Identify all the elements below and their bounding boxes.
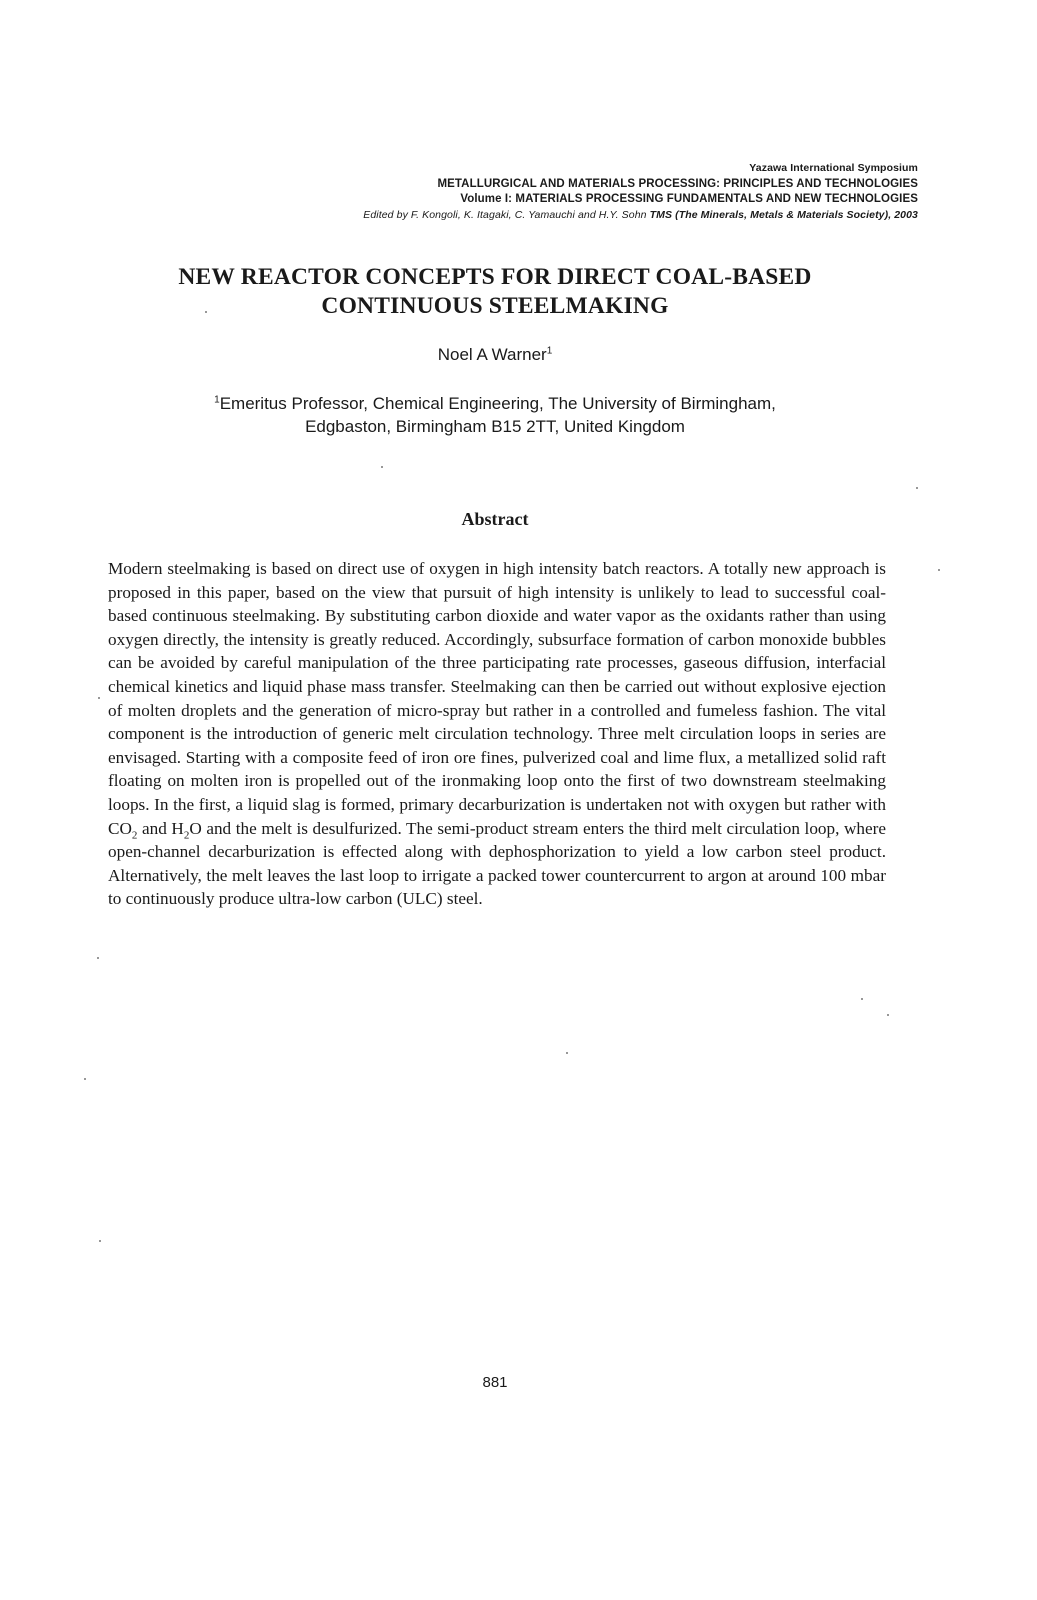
title-line-1: NEW REACTOR CONCEPTS FOR DIRECT COAL-BASED xyxy=(178,264,812,290)
publisher: TMS (The Minerals, Metals & Materials Society), 2003 xyxy=(649,208,918,221)
symposium-name: Yazawa International Symposium xyxy=(749,162,918,174)
abstract-body: Modern steelmaking is based on direct use of oxygen in high intensity batch reactors. A totally new approach is proposed in this paper, based on the view that pursuit of high intensity is unlikely to lead to successful coal-based continuous steelmaking. By substituting carbon dioxide and water vapor as the oxidants rather than using oxygen directly, the intensity is greatly reduced. Accordingly, subsurface formation of carbon monoxide bubbles can be avoided by careful manipulation of the three participating rate processes, gaseous diffusion, interfacial chemical kinetics and liquid phase mass transfer. Steelmaking can then be carried out without explosive ejection of molten droplets and the generation of micro-spray but rather in a controlled and fumeless fashion. The vital component is the introduction of generic melt circulation technology. Three melt circulation loops in series are envisaged. Starting with a composite feed of iron ore fines, pulverized coal and lime flux, a metallized solid raft floating on molten iron is propelled out of the ironmaking loop onto the first of two downstream steelmaking loops. In the first, a liquid slag is formed, primary decarburization is undertaken not with oxygen but rather with $CO_2$ and $H_2O$ and the melt is desulfurized. The semi-product stream enters the third melt circulation loop, where open-channel decarburization is effected along with dephosphorization to yield a low carbon steel product. Alternatively, the melt leaves the last loop to irrigate a packed tower countercurrent to argon at around 100 mbar to continuously produce ultra-low carbon (ULC) steel. xyxy=(108,559,886,909)
scan-speck xyxy=(887,1014,889,1016)
series-title: METALLURGICAL AND MATERIALS PROCESSING: PRINCIPLES AND TECHNOLOGIES xyxy=(437,177,918,190)
affiliation-mark: 1 xyxy=(214,394,220,406)
proceedings-header xyxy=(18,161,918,223)
abstract-heading: Abstract xyxy=(461,509,529,529)
scan-speck xyxy=(98,697,100,699)
scan-speck xyxy=(938,569,940,571)
title-line-2: CONTINUOUS STEELMAKING xyxy=(321,293,669,319)
author xyxy=(100,345,890,365)
scan-speck xyxy=(97,957,99,959)
scan-speck xyxy=(861,998,863,1000)
affiliation xyxy=(100,393,890,438)
scan-speck xyxy=(381,466,383,468)
scan-speck xyxy=(99,1240,101,1242)
scan-speck xyxy=(566,1052,568,1054)
editors-line xyxy=(18,208,918,224)
scan-speck xyxy=(916,487,918,489)
author-name: Noel A Warner xyxy=(437,345,547,364)
scan-speck xyxy=(84,1078,86,1080)
affiliation-line-1: $^1$Emeritus Professor, Chemical Engineering, The University of Birmingham, xyxy=(214,394,776,413)
paper-title xyxy=(100,263,890,321)
volume-title: Volume I: MATERIALS PROCESSING FUNDAMENTALS AND NEW TECHNOLOGIES xyxy=(460,193,918,205)
scan-speck xyxy=(205,311,207,313)
affiliation-line-2: Edgbaston, Birmingham B15 2TT, United Kingdom xyxy=(305,416,685,436)
editors: Edited by F. Kongoli, K. Itagaki, C. Yamauchi and H.Y. Sohn xyxy=(363,208,647,221)
author-affiliation-mark: 1 xyxy=(546,345,553,357)
page-number: 881 xyxy=(482,1374,508,1391)
